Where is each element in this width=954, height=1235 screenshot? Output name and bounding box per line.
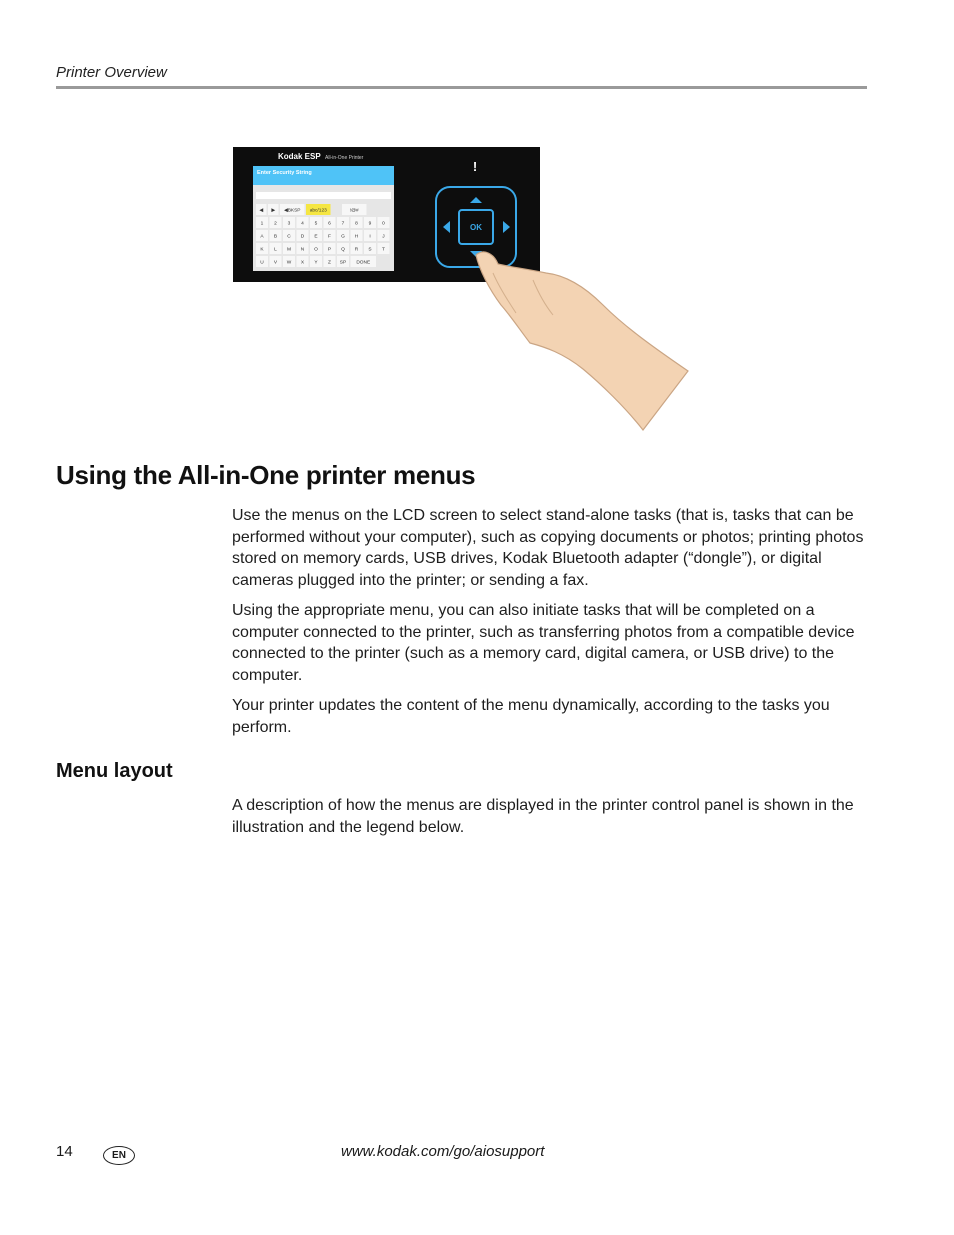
keyboard-key-label: abc/123 [309, 208, 327, 214]
keyboard-key-label: ◀ [259, 208, 264, 214]
keyboard-key-label: 5 [314, 221, 318, 227]
page-number: 14 [56, 1143, 73, 1160]
keyboard-key-label: T [382, 247, 385, 253]
keyboard-key-label: 2 [274, 221, 277, 227]
keyboard-key-label: P [327, 247, 332, 253]
keyboard-key-label: 6 [328, 221, 331, 227]
intro-paragraph: Use the menus on the LCD screen to select stand-alone tasks (that is, tasks that can be performed without your computer), such as copying documents or photos; printing photos stored on memory cards, USB drives, Kodak Bluetooth adapter (“dongle”), or digital cameras plugged into the printer; or sending a fax. [232, 507, 864, 589]
keyboard-key-label: Z [328, 260, 331, 266]
keyboard-key-label: L [274, 247, 277, 253]
control-panel-svg [233, 147, 693, 432]
keyboard-key-label: O [314, 247, 318, 253]
header-rule [56, 86, 867, 89]
dynamic-menu-paragraph: Your printer updates the content of the menu dynamically, according to the tasks you perform. [232, 697, 830, 736]
keyboard-key-label: Q [341, 247, 345, 253]
section-title: Using the All-in-One printer menus [56, 460, 476, 490]
keyboard-key-label: N [300, 247, 305, 253]
keyboard-key-label: K [260, 247, 264, 253]
keyboard-key-label: R [354, 247, 359, 253]
brand-label: Kodak ESP [278, 152, 321, 161]
model-label: All-in-One Printer [325, 155, 364, 161]
keyboard-key-label: 1 [260, 221, 264, 227]
keyboard-key-label: F [328, 234, 331, 240]
keyboard-key-label: C [287, 234, 291, 240]
pointing-hand [476, 252, 688, 430]
keyboard-key-label: !@# [349, 208, 359, 214]
keyboard-key-label: M [287, 247, 291, 253]
computer-tasks-paragraph: Using the appropriate menu, you can also initiate tasks that will be completed on a computer connected to the printer, such as transferring photos from a compatible device connected to the printer (such as a memory card, digital camera, or USB drive) to the computer. [232, 602, 855, 684]
keyboard-key-label: W [286, 260, 292, 266]
keyboard-key-label: E [314, 234, 318, 240]
keyboard-key-label: Y [314, 260, 318, 266]
keyboard-key-label: V [273, 260, 278, 266]
ok-label: OK [470, 223, 482, 232]
keyboard-key-label: 7 [341, 221, 345, 227]
menu-layout-paragraph: A description of how the menus are displayed in the printer control panel is shown in the illustration and the legend below. [232, 797, 854, 836]
keyboard-key-label: 9 [368, 221, 372, 227]
keyboard-key-label: SP [339, 260, 347, 266]
keyboard-key-label: 0 [382, 221, 385, 227]
keyboard-key-label: A [260, 234, 264, 240]
security-string-field[interactable] [256, 192, 391, 199]
keyboard-key-label: 3 [287, 221, 291, 227]
keyboard-key-label: I [369, 234, 371, 240]
alert-icon: ! [472, 159, 478, 174]
keyboard-key-label: D [300, 234, 305, 240]
running-header: Printer Overview [56, 64, 167, 81]
keyboard-key-label: ◀BKSP [284, 208, 301, 214]
keyboard-key-label: S [368, 247, 372, 253]
support-url[interactable]: www.kodak.com/go/aiosupport [341, 1143, 545, 1160]
keyboard-key-label: 8 [355, 221, 358, 227]
keyboard-key-label: J [382, 234, 385, 240]
keyboard-key-label: H [354, 234, 359, 240]
keyboard-key-label: X [300, 260, 305, 266]
keyboard-key-label: U [260, 260, 264, 266]
keyboard-key-label: B [273, 234, 278, 240]
language-badge: EN [103, 1146, 135, 1165]
keyboard-key-label: ▶ [271, 208, 276, 214]
subsection-title: Menu layout [56, 760, 173, 782]
keyboard-key-label: G [341, 234, 345, 240]
keyboard-key-label: 4 [301, 221, 304, 227]
keyboard-key-label: DONE [356, 260, 371, 266]
prompt-label: Enter Security String [257, 170, 312, 176]
control-panel-illustration [233, 147, 693, 432]
